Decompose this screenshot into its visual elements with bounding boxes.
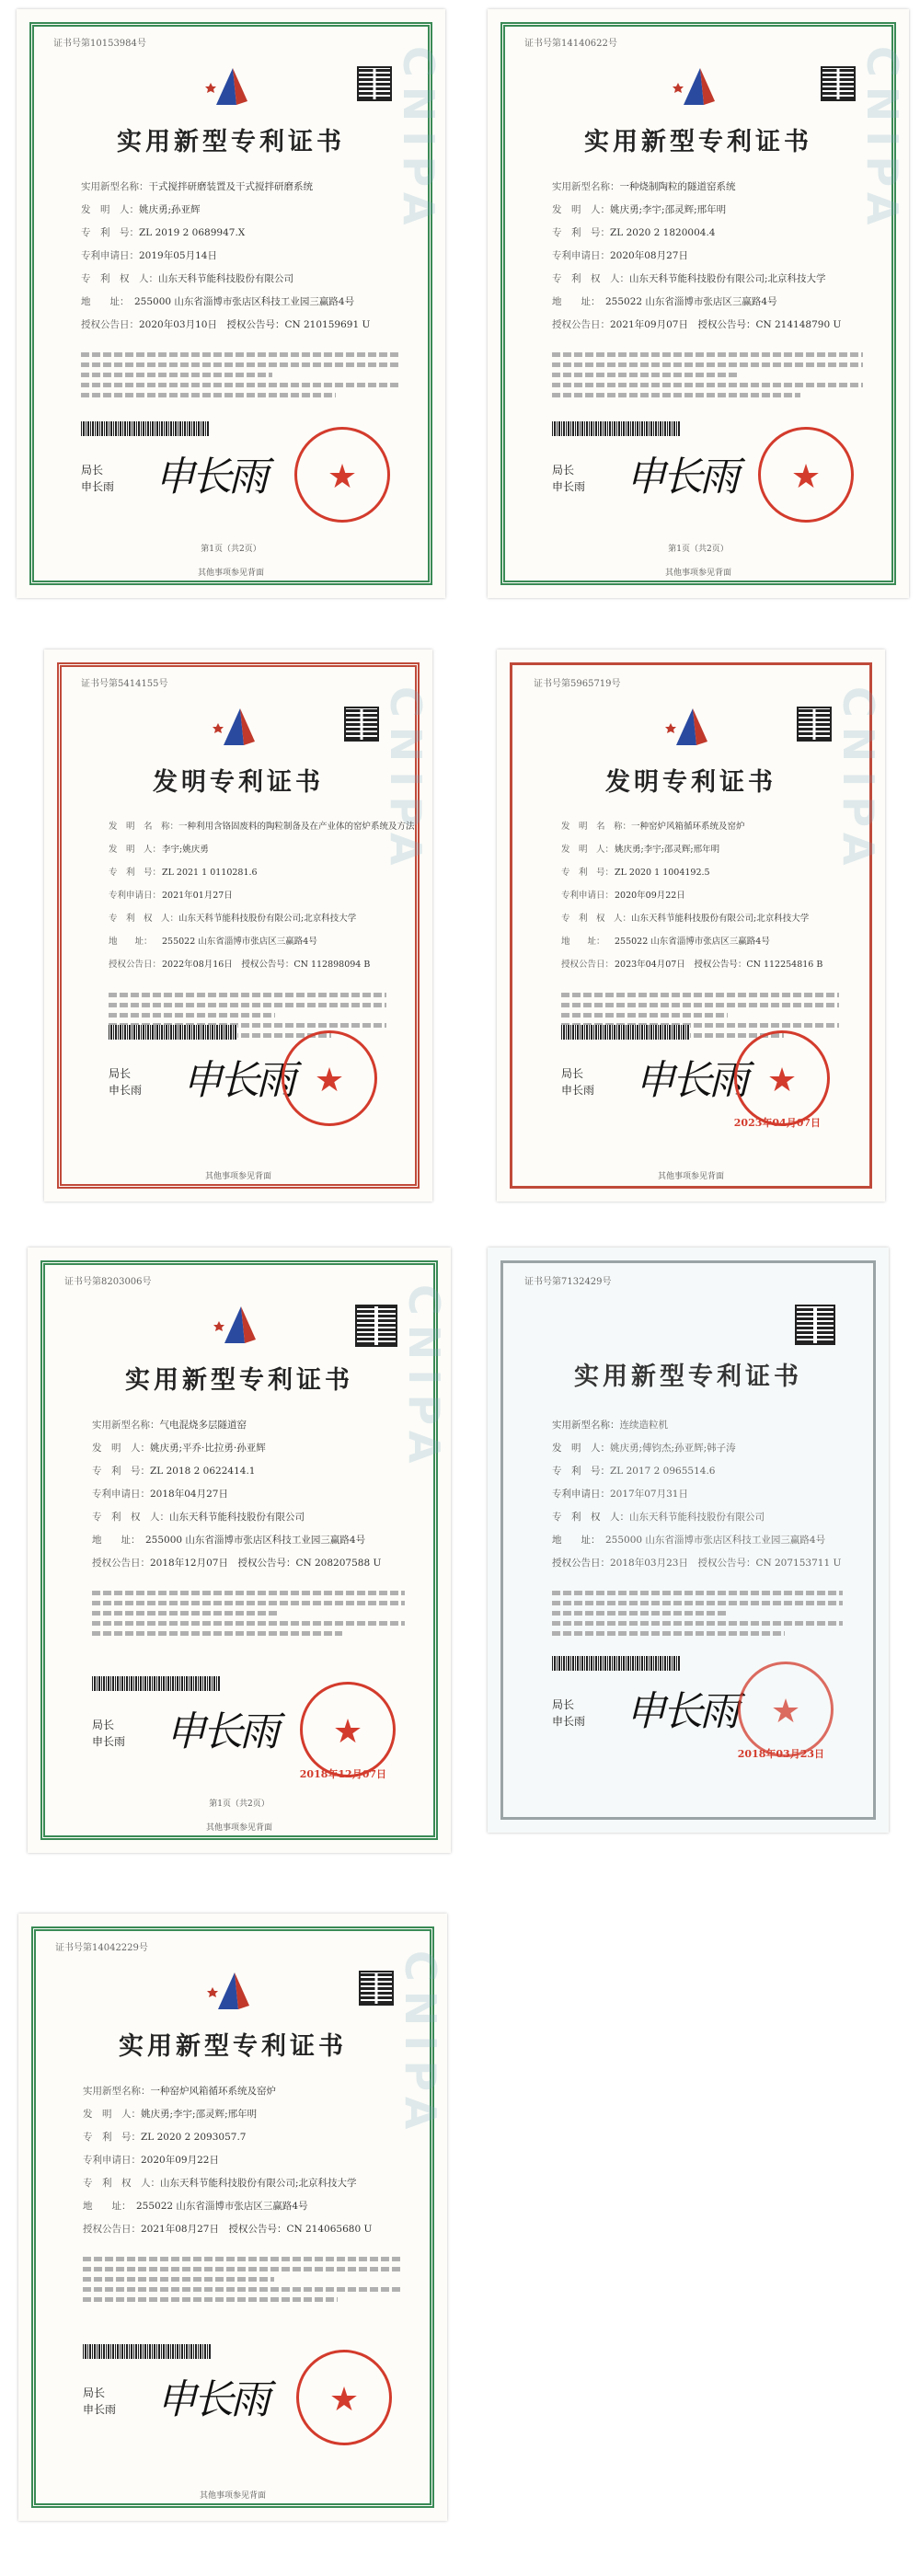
field-patentee: 专 利 权 人：山东天科节能科技股份有限公司;北京科技大学 bbox=[561, 914, 810, 924]
barcode bbox=[83, 2344, 212, 2359]
field-grant-date: 授权公告日：2021年08月27日 授权公告号：CN 214065680 U bbox=[83, 2224, 373, 2235]
certificate-title: 实用新型专利证书 bbox=[574, 1363, 802, 1391]
official-seal: ★ bbox=[758, 427, 854, 523]
page-number: 第1页（共2页） bbox=[668, 545, 729, 554]
page-number: 第1页（共2页） bbox=[201, 545, 261, 554]
certificate-body-text bbox=[552, 1591, 843, 1636]
certificate-number: 证书号第5965719号 bbox=[534, 679, 621, 689]
field-patentee: 专 利 权 人：山东天科节能科技股份有限公司 bbox=[92, 1512, 305, 1523]
director-signature: 申长雨 bbox=[626, 1688, 736, 1735]
cnipa-emblem-icon bbox=[205, 64, 257, 107]
qr-code bbox=[357, 66, 392, 101]
official-seal: ★ bbox=[296, 2350, 392, 2445]
director-signature: 申长雨 bbox=[156, 2376, 267, 2423]
field-inventor: 发 明 人：姚庆勇;李宇;邵灵辉;邢年明 bbox=[561, 845, 720, 855]
cnipa-watermark: CNIPA bbox=[394, 46, 443, 235]
field-grant-date: 授权公告日：2018年03月23日 授权公告号：CN 207153711 U bbox=[552, 1558, 842, 1569]
field-filing-date: 专利申请日：2018年04月27日 bbox=[92, 1489, 228, 1500]
field-patent-no: 专 利 号：ZL 2021 1 0110281.6 bbox=[109, 868, 258, 878]
footnote: 其他事项参见背面 bbox=[204, 1172, 271, 1181]
official-seal: ★ bbox=[282, 1030, 377, 1126]
qr-code bbox=[795, 1305, 835, 1345]
field-inventor: 发 明 人：李宇;姚庆勇 bbox=[109, 845, 209, 855]
cnipa-emblem-icon bbox=[665, 705, 717, 747]
certificate-number: 证书号第5414155号 bbox=[81, 679, 168, 689]
field-name: 实用新型名称：干式搅拌研磨装置及干式搅拌研磨系统 bbox=[81, 181, 313, 192]
certificate-number: 证书号第14042229号 bbox=[55, 1943, 148, 1953]
field-patent-no: 专 利 号：ZL 2020 2 1820004.4 bbox=[552, 227, 716, 238]
qr-code bbox=[797, 707, 832, 742]
director-signature: 申长雨 bbox=[635, 1057, 745, 1104]
field-filing-date: 专利申请日：2021年01月27日 bbox=[109, 891, 233, 901]
certificate-title: 实用新型专利证书 bbox=[119, 2032, 347, 2061]
field-address: 地 址： 255022 山东省淄博市张店区三赢路4号 bbox=[83, 2201, 308, 2212]
field-patentee: 专 利 权 人：山东天科节能科技股份有限公司 bbox=[552, 1512, 765, 1523]
field-inventor: 发 明 人：姚庆勇;李宇;邵灵辉;邢年明 bbox=[552, 204, 727, 215]
certificate-1 bbox=[17, 9, 445, 598]
certificate-body-text bbox=[552, 352, 863, 397]
field-filing-date: 专利申请日：2019年05月14日 bbox=[81, 250, 217, 261]
field-inventor: 发 明 人：姚庆勇;孙亚辉 bbox=[81, 204, 201, 215]
director-label: 局长 申长雨 bbox=[552, 1698, 586, 1728]
director-label: 局长 申长雨 bbox=[561, 1067, 595, 1097]
footnote: 其他事项参见背面 bbox=[199, 2491, 266, 2501]
certificate-fields bbox=[561, 821, 839, 1043]
field-name: 实用新型名称：一种窑炉风箱循环系统及窑炉 bbox=[83, 2086, 276, 2097]
field-patent-no: 专 利 号：ZL 2019 2 0689947.X bbox=[81, 227, 246, 238]
qr-code bbox=[355, 1305, 397, 1347]
official-seal: ★ bbox=[294, 427, 390, 523]
field-address: 地 址： 255000 山东省淄博市张店区科技工业园三赢路4号 bbox=[92, 1535, 366, 1546]
page-number: 第1页（共2页） bbox=[209, 1800, 270, 1809]
cnipa-emblem-icon bbox=[207, 1969, 259, 2011]
field-patent-no: 专 利 号：ZL 2020 1 1004192.5 bbox=[561, 868, 710, 878]
certificate-fields bbox=[109, 821, 415, 1043]
seal-date: 2018年03月23日 bbox=[737, 1748, 824, 1760]
barcode bbox=[81, 421, 210, 436]
field-inventor: 发 明 人：姚庆勇;平乔·比拉勇·孙亚辉 bbox=[92, 1443, 266, 1454]
footnote: 其他事项参见背面 bbox=[205, 1823, 272, 1833]
cnipa-emblem-icon bbox=[213, 705, 264, 747]
director-signature: 申长雨 bbox=[155, 454, 265, 500]
cnipa-watermark: CNIPA bbox=[834, 686, 883, 875]
cnipa-watermark: CNIPA bbox=[857, 46, 907, 235]
certificate-body-text bbox=[83, 2257, 401, 2302]
field-grant-date: 授权公告日：2021年09月07日 授权公告号：CN 214148790 U bbox=[552, 319, 842, 330]
certificate-number: 证书号第8203006号 bbox=[64, 1277, 152, 1287]
official-seal: ★ bbox=[738, 1662, 834, 1757]
certificate-number: 证书号第14140622号 bbox=[524, 39, 617, 49]
field-grant-date: 授权公告日：2018年12月07日 授权公告号：CN 208207588 U bbox=[92, 1558, 382, 1569]
certificate-title: 发明专利证书 bbox=[153, 768, 324, 797]
footnote: 其他事项参见背面 bbox=[197, 569, 264, 578]
field-address: 地 址： 255022 山东省淄博市张店区三赢路4号 bbox=[109, 937, 317, 947]
field-patentee: 专 利 权 人：山东天科节能科技股份有限公司;北京科技大学 bbox=[83, 2178, 357, 2189]
certificate-body-text bbox=[81, 352, 399, 397]
seal-date: 2023年04月07日 bbox=[733, 1117, 821, 1129]
official-seal: ★ bbox=[300, 1682, 396, 1777]
certificate-fields bbox=[552, 1419, 843, 1641]
field-address: 地 址： 255022 山东省淄博市张店区三赢路4号 bbox=[561, 937, 770, 947]
certificate-title: 实用新型专利证书 bbox=[117, 128, 345, 156]
cnipa-emblem-icon bbox=[673, 64, 724, 107]
barcode bbox=[92, 1676, 221, 1691]
certificate-fields bbox=[552, 180, 863, 403]
certificate-4 bbox=[497, 650, 885, 1202]
footnote: 其他事项参见背面 bbox=[657, 1172, 724, 1181]
field-patent-no: 专 利 号：ZL 2020 2 2093057.7 bbox=[83, 2132, 247, 2143]
field-address: 地 址： 255022 山东省淄博市张店区三赢路4号 bbox=[552, 296, 777, 307]
director-label: 局长 申长雨 bbox=[81, 464, 115, 493]
field-grant-date: 授权公告日：2022年08月16日 授权公告号：CN 112898094 B bbox=[109, 960, 371, 970]
field-filing-date: 专利申请日：2017年07月31日 bbox=[552, 1489, 688, 1500]
field-name: 发 明 名 称：一种利用含铬固废料的陶粒制备及在产业体的窑炉系统及方法 bbox=[109, 822, 415, 832]
certificate-fields bbox=[83, 2085, 401, 2307]
director-signature: 申长雨 bbox=[626, 454, 736, 500]
certificate-2 bbox=[488, 9, 909, 598]
field-patentee: 专 利 权 人：山东天科节能科技股份有限公司;北京科技大学 bbox=[552, 273, 826, 284]
director-signature: 申长雨 bbox=[182, 1057, 293, 1104]
field-filing-date: 专利申请日：2020年09月22日 bbox=[83, 2155, 219, 2166]
certificate-6 bbox=[488, 1248, 889, 1833]
certificate-5 bbox=[28, 1248, 451, 1853]
field-patentee: 专 利 权 人：山东天科节能科技股份有限公司 bbox=[81, 273, 293, 284]
field-patentee: 专 利 权 人：山东天科节能科技股份有限公司;北京科技大学 bbox=[109, 914, 357, 924]
field-filing-date: 专利申请日：2020年09月22日 bbox=[561, 891, 685, 901]
field-inventor: 发 明 人：姚庆勇;傅钧杰;孙亚辉;韩子涛 bbox=[552, 1443, 736, 1454]
certificate-title: 实用新型专利证书 bbox=[125, 1366, 353, 1395]
barcode bbox=[552, 421, 681, 436]
official-seal: ★ bbox=[734, 1030, 830, 1126]
field-inventor: 发 明 人：姚庆勇;李宇;邵灵辉;邢年明 bbox=[83, 2109, 258, 2120]
certificate-title: 发明专利证书 bbox=[605, 768, 776, 797]
field-address: 地 址： 255000 山东省淄博市张店区科技工业园三赢路4号 bbox=[552, 1535, 826, 1546]
barcode bbox=[109, 1025, 237, 1040]
certificate-body-text bbox=[92, 1591, 405, 1636]
qr-code bbox=[821, 66, 856, 101]
director-label: 局长 申长雨 bbox=[92, 1719, 126, 1748]
qr-code bbox=[359, 1971, 394, 2006]
footnote: 其他事项参见背面 bbox=[664, 569, 731, 578]
certificate-fields bbox=[92, 1419, 405, 1641]
certificate-fields bbox=[81, 180, 399, 403]
certificate-number: 证书号第7132429号 bbox=[524, 1277, 612, 1287]
field-patent-no: 专 利 号：ZL 2018 2 0622414.1 bbox=[92, 1466, 256, 1477]
field-patent-no: 专 利 号：ZL 2017 2 0965514.6 bbox=[552, 1466, 716, 1477]
cnipa-emblem-icon bbox=[213, 1303, 265, 1345]
cnipa-watermark: CNIPA bbox=[399, 1284, 449, 1473]
field-name: 实用新型名称：一种烧制陶粒的隧道窑系统 bbox=[552, 181, 736, 192]
director-label: 局长 申长雨 bbox=[83, 2386, 117, 2416]
director-label: 局长 申长雨 bbox=[552, 464, 586, 493]
director-label: 局长 申长雨 bbox=[109, 1067, 143, 1097]
field-filing-date: 专利申请日：2020年08月27日 bbox=[552, 250, 688, 261]
barcode bbox=[552, 1656, 681, 1671]
field-grant-date: 授权公告日：2023年04月07日 授权公告号：CN 112254816 B bbox=[561, 960, 823, 970]
cnipa-watermark: CNIPA bbox=[381, 686, 431, 875]
certificate-title: 实用新型专利证书 bbox=[584, 128, 812, 156]
field-grant-date: 授权公告日：2020年03月10日 授权公告号：CN 210159691 U bbox=[81, 319, 371, 330]
field-name: 实用新型名称：连续造粒机 bbox=[552, 1420, 668, 1431]
cnipa-watermark: CNIPA bbox=[396, 1950, 445, 2139]
field-name: 发 明 名 称：一种窑炉风箱循环系统及窑炉 bbox=[561, 822, 745, 832]
certificate-7 bbox=[18, 1914, 447, 2521]
field-address: 地 址： 255000 山东省淄博市张店区科技工业园三赢路4号 bbox=[81, 296, 355, 307]
certificate-number: 证书号第10153984号 bbox=[53, 39, 146, 49]
certificate-3 bbox=[44, 650, 432, 1202]
director-signature: 申长雨 bbox=[166, 1708, 276, 1755]
qr-code bbox=[344, 707, 379, 742]
seal-date: 2018年12月07日 bbox=[299, 1768, 386, 1780]
field-name: 实用新型名称：气电混烧多层隧道窑 bbox=[92, 1420, 247, 1431]
barcode bbox=[561, 1025, 690, 1040]
